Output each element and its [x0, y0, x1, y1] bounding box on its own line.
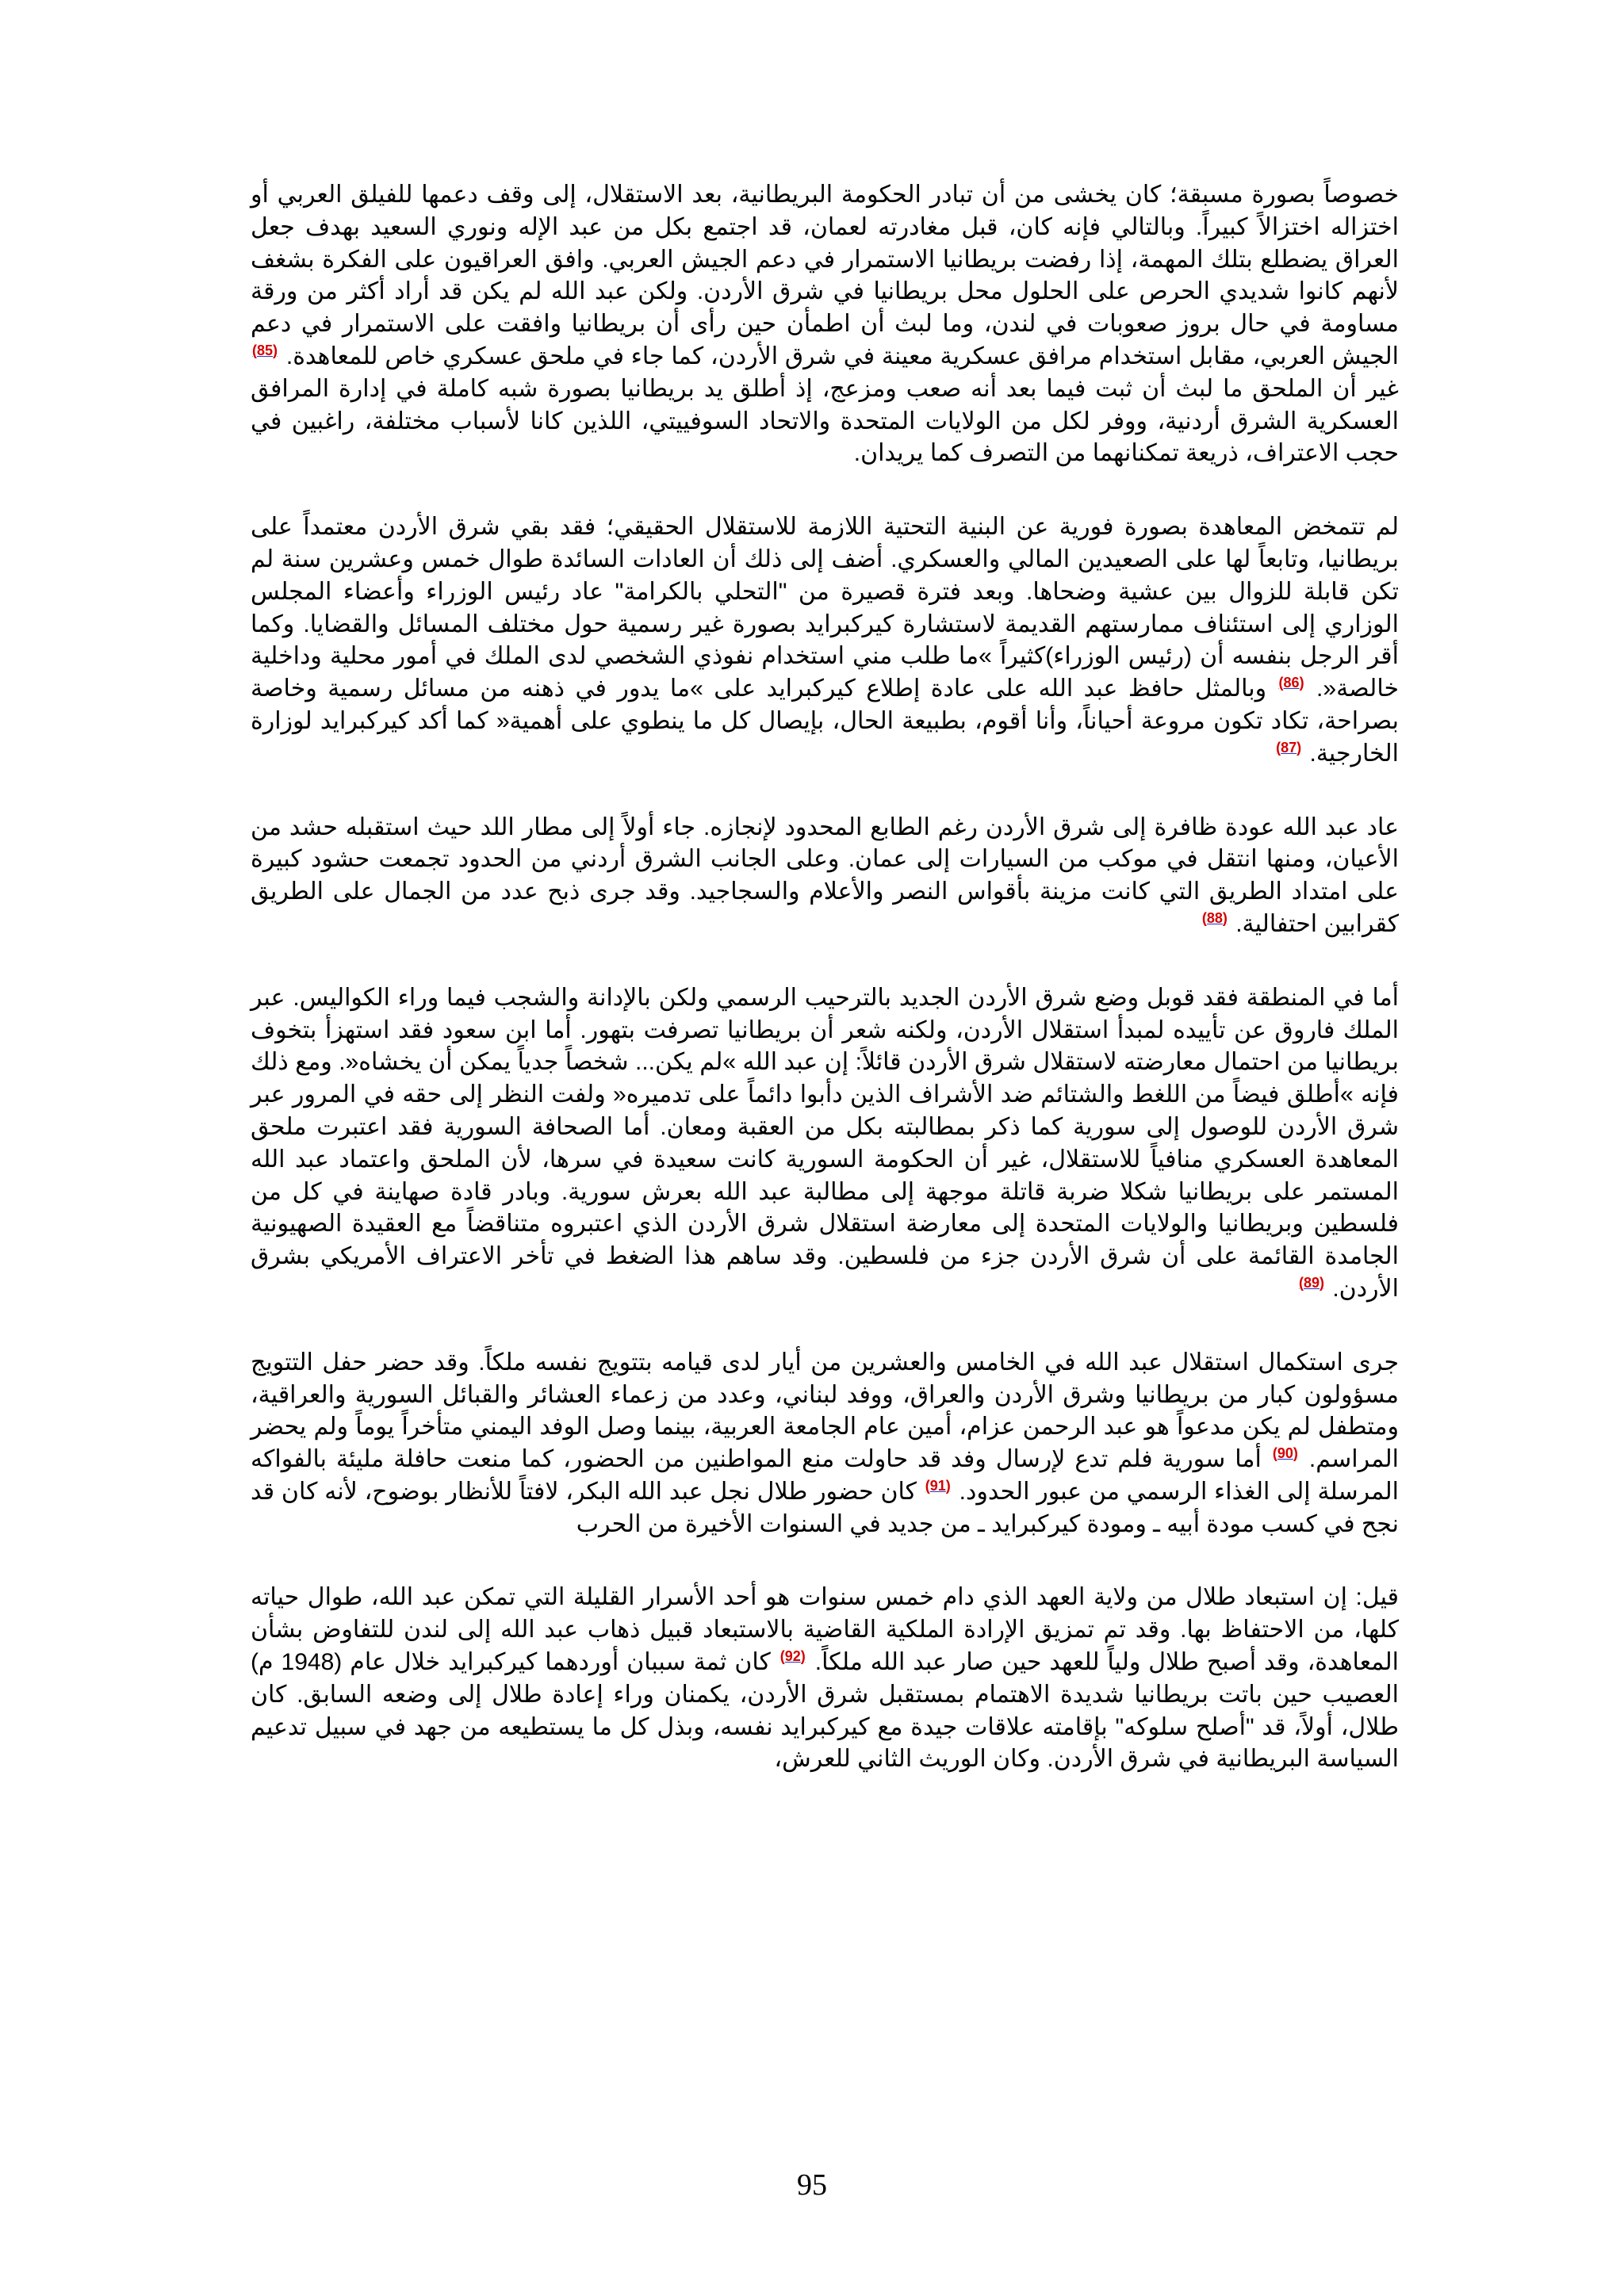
paragraph-text: كان ثمة سببان أوردهما كيركبرايد خلال عام (1948 م) العصيب حين باتت بريطانيا شديدة الاهتمام بمستقبل شرق الأردن، يكمنان وراء إعادة طلال إلى وضعه السابق. كان طلال، أولاً، قد "أصلح سلوكه" بإقامته علاقات جيدة مع كيركبرايد نفسه، وبذل كل ما يستطيعه من جهد في سبيل تدعيم السياسة البريطانية في شرق الأردن. وكان الوريث الثاني للعرش،: [251, 1649, 1399, 1773]
footnote-ref-link[interactable]: (90): [1272, 1445, 1298, 1462]
paragraph-3: [251, 812, 1399, 941]
paragraph-5: [251, 1347, 1399, 1541]
paragraph-text: كان حضور طلال نجل عبد الله البكر، لافتاً للأنظار بوضوح، لأنه كان قد نجح في كسب مودة أبيه ـ ومودة كيركبرايد ـ من جديد في السنوات الأخيرة من الحرب: [251, 1478, 1399, 1537]
paragraph-text: لم تتمخض المعاهدة بصورة فورية عن البنية التحتية اللازمة للاستقلال الحقيقي؛ فقد بقي شرق الأردن معتمداً على بريطانيا، وتابعاً لها على الصعيدين المالي والعسكري. أضف إلى ذلك أن العادات السائدة طوال خمس وعشرين سنة لم تكن قابلة للزوال بين عشية وضحاها. وبعد فترة قصيرة من "التحلي بالكرامة" عاد رئيس الوزراء وأعضاء المجلس الوزاري إلى استئناف ممارستهم القديمة لاستشارة كيركبرايد بصورة غير رسمية حول مختلف المسائل والقضايا. وكما أقر الرجل بنفسه أن (رئيس الوزراء)كثيراً »ما طلب مني استخدام نفوذي الشخصي لدى الملك في أمور محلية وداخلية خالصة«.: [251, 514, 1400, 702]
footnote-ref-link[interactable]: (87): [1276, 739, 1302, 756]
paragraph-text: وبالمثل حافظ عبد الله على عادة إطلاع كيركبرايد على »ما يدور في ذهنه من مسائل رسمية وخاصة بصراحة، تكاد تكون مروعة أحياناً، وأنا أقوم، بطبيعة الحال، بإيصال كل ما ينطوي على أهمية« كما أكد كيركبرايد لوزارة الخارجية.: [251, 675, 1399, 767]
footnote-ref-link[interactable]: (86): [1278, 675, 1304, 691]
paragraph-text: قيل: إن استبعاد طلال من ولاية العهد الذي دام خمس سنوات هو أحد الأسرار القليلة التي تمكن عبد الله، طوال حياته كلها، من الاحتفاظ بها. وقد تم تمزيق الإرادة الملكية القاضية بالاستبعاد قبيل ذهاب عبد الله إلى لندن للتفاوض بشأن المعاهدة، وقد أصبح طلال ولياً للعهد حين صار عبد الله ملكاً.: [251, 1584, 1399, 1676]
paragraph-text: جرى استكمال استقلال عبد الله في الخامس والعشرين من أيار لدى قيامه بتتويج نفسه ملكاً. وقد حضر حفل التتويج مسؤولون كبار من بريطانيا وشرق الأردن والعراق، ووفد لبناني، وعدد من زعماء العشائر والقبائل السورية والعراقية، ومتطفل لم يكن مدعواً هو عبد الرحمن عزام، أمين عام الجامعة العربية، بينما وصل الوفد اليمني متأخراً يوماً ولم يحضر المراسم.: [251, 1349, 1400, 1473]
paragraph-text: عاد عبد الله عودة ظافرة إلى شرق الأردن رغم الطابع المحدود لإنجازه. جاء أولاً إلى مطار اللد حيث استقبله حشد من الأعيان، ومنها انتقل في موكب من السيارات إلى عمان. وعلى الجانب الشرق أردني من الحدود تجمعت حشود كبيرة على امتداد الطريق التي كانت مزينة بأقواس النصر والأعلام والسجاجيد. وقد جرى ذبح عدد من الجمال على الطريق كقرابين احتفالية.: [251, 813, 1400, 937]
paragraph-2: [251, 511, 1399, 770]
page-number: 95: [797, 2168, 827, 2202]
footnote-ref-link[interactable]: (89): [1298, 1274, 1324, 1291]
paragraph-text: خصوصاً بصورة مسبقة؛ كان يخشى من أن تبادر الحكومة البريطانية، بعد الاستقلال، إلى وقف دعمها للفيلق العربي أو اختزاله اختزالاً كبيراً. وبالتالي فإنه كان، قبل مغادرته لعمان، قد اجتمع بكل من عبد الإله ونوري السعيد بهدف جعل العراق يضطلع بتلك المهمة، إذا رفضت بريطانيا الاستمرار في دعم الجيش العربي. وافق العراقيون على الفكرة بشغف لأنهم كانوا شديدي الحرص على الحلول محل بريطانيا في شرق الأردن. ولكن عبد الله لم يكن قد أراد أكثر من ورقة مساومة في حال بروز صعوبات في لندن، وما لبث أن اطمأن حين رأى أن بريطانيا وافقت على الاستمرار في دعم الجيش العربي، مقابل استخدام مرافق عسكرية معينة في شرق الأردن، كما جاء في ملحق عسكري خاص للمعاهدة.: [251, 182, 1399, 369]
paragraph-4: [251, 982, 1399, 1306]
paragraph-text: أما سورية فلم تدع لإرسال وفد قد حاولت منع المواطنين من الحضور، كما منعت حافلة مليئة بالفواكه المرسلة إلى الغذاء الرسمي من عبور الحدود.: [251, 1446, 1399, 1505]
paragraph-6: [251, 1582, 1399, 1776]
page-body: [251, 179, 1399, 1776]
footnote-ref-link[interactable]: (88): [1201, 909, 1228, 926]
paragraph-text: غير أن الملحق ما لبث أن ثبت فيما بعد أنه صعب ومزعج، إذ أطلق يد بريطانيا بصورة شبه كاملة في إدارة المرافق العسكرية الشرق أردنية، ووفر لكل من الولايات المتحدة والاتحاد السوفييتي، اللذين كانا لأسباب مختلفة، راغبين في حجب الاعتراف، ذريعة تمكنانهما من التصرف كما يريدان.: [251, 375, 1399, 467]
paragraph-1: [251, 179, 1399, 470]
footnote-ref-link[interactable]: (91): [925, 1477, 951, 1494]
footnote-ref-link[interactable]: (85): [252, 342, 278, 358]
footnote-ref-link[interactable]: (92): [779, 1648, 806, 1665]
paragraph-text: أما في المنطقة فقد قوبل وضع شرق الأردن الجديد بالترحيب الرسمي ولكن بالإدانة والشجب فيما وراء الكواليس. عبر الملك فاروق عن تأييده لمبدأ استقلال الأردن، ولكنه شعر أن بريطانيا تصرفت بتهور. أما ابن سعود فقد استهزأ بتخوف بريطانيا من احتمال معارضته لاستقلال شرق الأردن قائلاً: إن عبد الله »لم يكن... شخصاً جدياً يمكن أن يخشاه«. ومع ذلك فإنه »أطلق فيضاً من اللغط والشتائم ضد الأشراف الذين دأبوا دائماً على تدميره« ولفت النظر إلى حقه في المرور عبر شرق الأردن للوصول إلى سورية كما ذكر بمطالبته بكل من العقبة ومعان. أما الصحافة السورية فقد اعتبرت ملحق المعاهدة العسكري منافياً للاستقلال، غير أن الحكومة السورية كانت سعيدة في سرها، لأن الملحق واعتماد عبد الله المستمر على بريطانيا شكلا ضربة قاتلة موجهة إلى مطالبة عبد الله بعرش سورية. وبادر قادة صهاينة في كل من فلسطين وبريطانيا والولايات المتحدة إلى معارضة استقلال شرق الأردن الذي اعتبروه متناقضاً مع العقيدة الصهيونية الجامدة القائمة على أن شرق الأردن جزء من فلسطين. وقد ساهم هذا الضغط في تأخر الاعتراف الأمريكي بشرق الأردن.: [251, 984, 1399, 1302]
